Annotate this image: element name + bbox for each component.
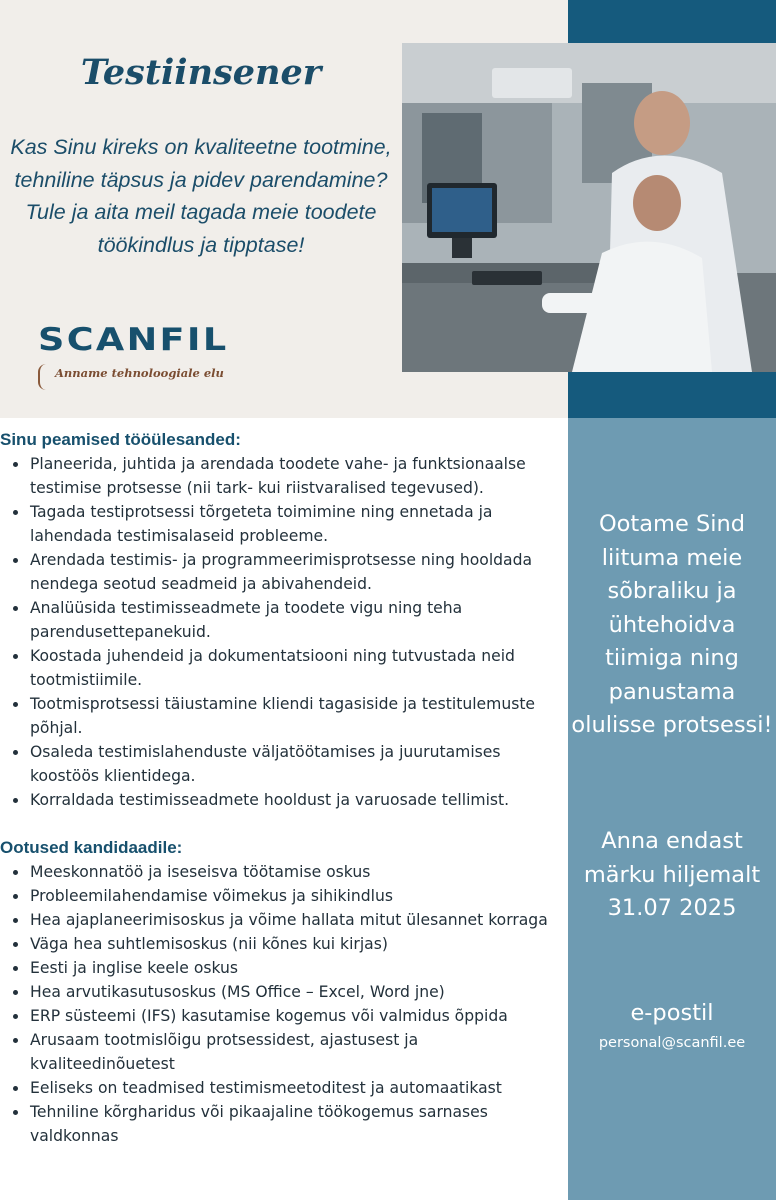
job-details <box>0 428 560 1148</box>
list-item: Hea arvutikasutusoskus (MS Office – Excel, Word jne) <box>0 980 560 1004</box>
list-item: Arusaam tootmislõigu protsessidest, ajastusest ja kvaliteedinõuetest <box>0 1028 560 1076</box>
expectations-heading: Ootused kandidaadile: <box>0 838 183 857</box>
email-label: e-postil <box>630 1000 714 1026</box>
intro-text: Kas Sinu kireks on kvaliteetne tootmine, tehniline täpsus ja pidev parendamine? Tule ja aita meil tagada meie toodete töökindlus ja tipptase! <box>10 135 392 257</box>
expectations-list <box>0 860 560 1148</box>
list-item: ERP süsteemi (IFS) kasutamise kogemus või valmidus õppida <box>0 1004 560 1028</box>
company-tagline: Anname tehnoloogiale elu <box>55 366 224 380</box>
invite-text: Ootame Sind liituma meie sõbraliku ja ühtehoidva tiimiga ning panustama olulisse protsessi! <box>571 511 773 738</box>
list-item: Meeskonnatöö ja iseseisva töötamise oskus <box>0 860 560 884</box>
list-item: Eeliseks on teadmised testimismeetoditest ja automaatikast <box>0 1076 560 1100</box>
list-item: Tehniline kõrgharidus või pikaajaline töökogemus sarnases valdkonnas <box>0 1100 560 1148</box>
contact-email[interactable]: personal@scanfil.ee <box>598 1035 746 1051</box>
list-item: Tootmisprotsessi täiustamine kliendi tagasiside ja testitulemuste põhjal. <box>0 692 560 740</box>
scanfil-logo: SCANFIL <box>38 322 229 358</box>
list-item: Korraldada testimisseadmete hooldust ja varuosade tellimist. <box>0 788 560 812</box>
list-item: Arendada testimis- ja programmeerimisprotsesse ning hooldada nendega seotud seadmeid ja abivahendeid. <box>0 548 560 596</box>
tasks-heading: Sinu peamised tööülesanded: <box>0 430 241 449</box>
list-item: Tagada testiprotsessi tõrgeteta toimimine ning ennetada ja lahendada testimisalaseid probleeme. <box>0 500 560 548</box>
list-item: Hea ajaplaneerimisoskus ja võime hallata mitut ülesannet korraga <box>0 908 560 932</box>
list-item: Väga hea suhtlemisoskus (nii kõnes kui kirjas) <box>0 932 560 956</box>
tasks-list <box>0 452 560 812</box>
tagline-bracket-icon <box>38 364 48 390</box>
list-item: Probleemilahendamise võimekus ja sihikindlus <box>0 884 560 908</box>
lab-photo <box>402 43 776 372</box>
list-item: Koostada juhendeid ja dokumentatsiooni ning tutvustada neid tootmistiimile. <box>0 644 560 692</box>
list-item: Osaleda testimislahenduste väljatöötamises ja juurutamises koostöös klientidega. <box>0 740 560 788</box>
list-item: Planeerida, juhtida ja arendada toodete vahe- ja funktsionaalse testimise protsesse (nii tark- kui riistvaralised tegevused). <box>0 452 560 500</box>
job-title: Testiinsener <box>80 52 322 93</box>
list-item: Eesti ja inglise keele oskus <box>0 956 560 980</box>
list-item: Analüüsida testimisseadmete ja toodete vigu ning teha parendusettepanekuid. <box>0 596 560 644</box>
deadline-text: Anna endast märku hiljemalt 31.07 2025 <box>583 828 761 921</box>
